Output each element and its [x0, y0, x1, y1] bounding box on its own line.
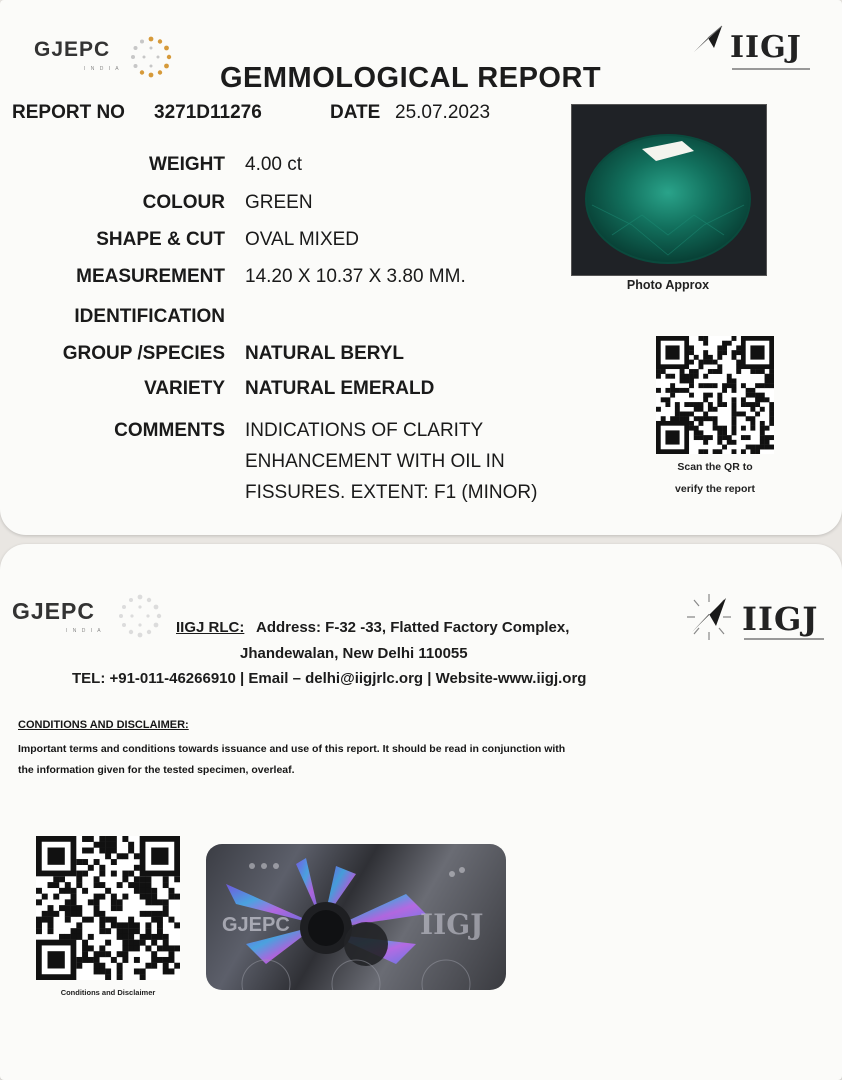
gjepc-logo-subtext: I N D I A: [84, 66, 121, 72]
variety-value: NATURAL EMERALD: [245, 378, 435, 399]
identification-label: IDENTIFICATION: [74, 306, 225, 327]
colour-value: GREEN: [245, 192, 313, 213]
measurement-label: MEASUREMENT: [76, 266, 225, 287]
iigj-logo: [692, 22, 822, 76]
date-value: 25.07.2023: [395, 102, 491, 123]
iigj-logo-tagline: [732, 68, 810, 70]
emerald-image: [572, 105, 766, 275]
measurement-value: 14.20 X 10.37 X 3.80 MM.: [245, 266, 466, 287]
iigj-back-sunburst-icon: [682, 590, 736, 644]
shape-cut-value: OVAL MIXED: [245, 229, 360, 250]
iigj-logo-back: [682, 590, 832, 646]
verify-qr-code[interactable]: [656, 336, 774, 454]
address-label: IIGJ RLC:: [176, 619, 245, 636]
hologram-iigj-text: IIGJ: [420, 908, 484, 941]
group-species-value: NATURAL BERYL: [245, 343, 405, 364]
iigj-logo-text: IIGJ: [730, 30, 802, 65]
report-no-label: REPORT NO: [12, 102, 125, 123]
conditions-qr-code[interactable]: [36, 836, 180, 980]
photo-caption: Photo Approx: [626, 278, 710, 292]
date-label: DATE: [330, 102, 381, 123]
conditions-title: CONDITIONS AND DISCLAIMER:: [18, 719, 189, 731]
shape-cut-label: SHAPE & CUT: [96, 229, 225, 250]
gjepc-logo: [34, 36, 184, 80]
comments-line-2: ENHANCEMENT WITH OIL IN: [245, 451, 505, 472]
gjepc-back-sunburst-icon: [116, 592, 164, 640]
security-hologram: [206, 844, 506, 990]
gjepc-logo-text: GJEPC: [34, 38, 111, 61]
address-line-2: Jhandewalan, New Delhi 110055: [240, 645, 468, 662]
iigj-arrow-icon: [692, 24, 726, 54]
report-no-value: 3271D11276: [154, 102, 262, 123]
qr-caption-line-1: Scan the QR to: [677, 461, 753, 473]
conditions-line-2: the information given for the tested specimen, overleaf.: [18, 764, 295, 776]
contact-line: TEL: +91-011-46266910 | Email – delhi@iigjrlc.org | Website-www.iigj.org: [72, 670, 587, 687]
report-front-card: [0, 0, 842, 535]
report-title: GEMMOLOGICAL REPORT: [220, 62, 602, 94]
variety-label: VARIETY: [144, 378, 225, 399]
comments-line-1: INDICATIONS OF CLARITY: [245, 420, 484, 441]
weight-value: 4.00 ct: [245, 154, 303, 175]
gjepc-logo-back: [12, 592, 172, 642]
conditions-line-1: Important terms and conditions towards issuance and use of this report. It should be read in conjunction with: [18, 743, 566, 755]
gjepc-logo-back-subtext: I N D I A: [66, 628, 103, 634]
gem-photo: [571, 104, 767, 276]
group-species-label: GROUP /SPECIES: [62, 343, 225, 364]
comments-label: COMMENTS: [114, 420, 225, 441]
report-back-card: [0, 544, 842, 1080]
conditions-qr-caption: Conditions and Disclaimer: [60, 988, 156, 997]
address-line-1: Address: F-32 -33, Flatted Factory Complex,: [256, 619, 570, 636]
hologram-gjepc-text: GJEPC: [222, 914, 290, 936]
gjepc-sunburst-icon: [128, 34, 174, 80]
qr-caption-line-2: verify the report: [675, 483, 755, 495]
iigj-logo-back-text: IIGJ: [742, 600, 819, 638]
gjepc-logo-back-text: GJEPC: [12, 598, 95, 624]
comments-line-3: FISSURES. EXTENT: F1 (MINOR): [245, 482, 538, 503]
colour-label: COLOUR: [142, 192, 225, 213]
iigj-logo-back-tagline: [744, 638, 824, 640]
weight-label: WEIGHT: [149, 154, 225, 175]
